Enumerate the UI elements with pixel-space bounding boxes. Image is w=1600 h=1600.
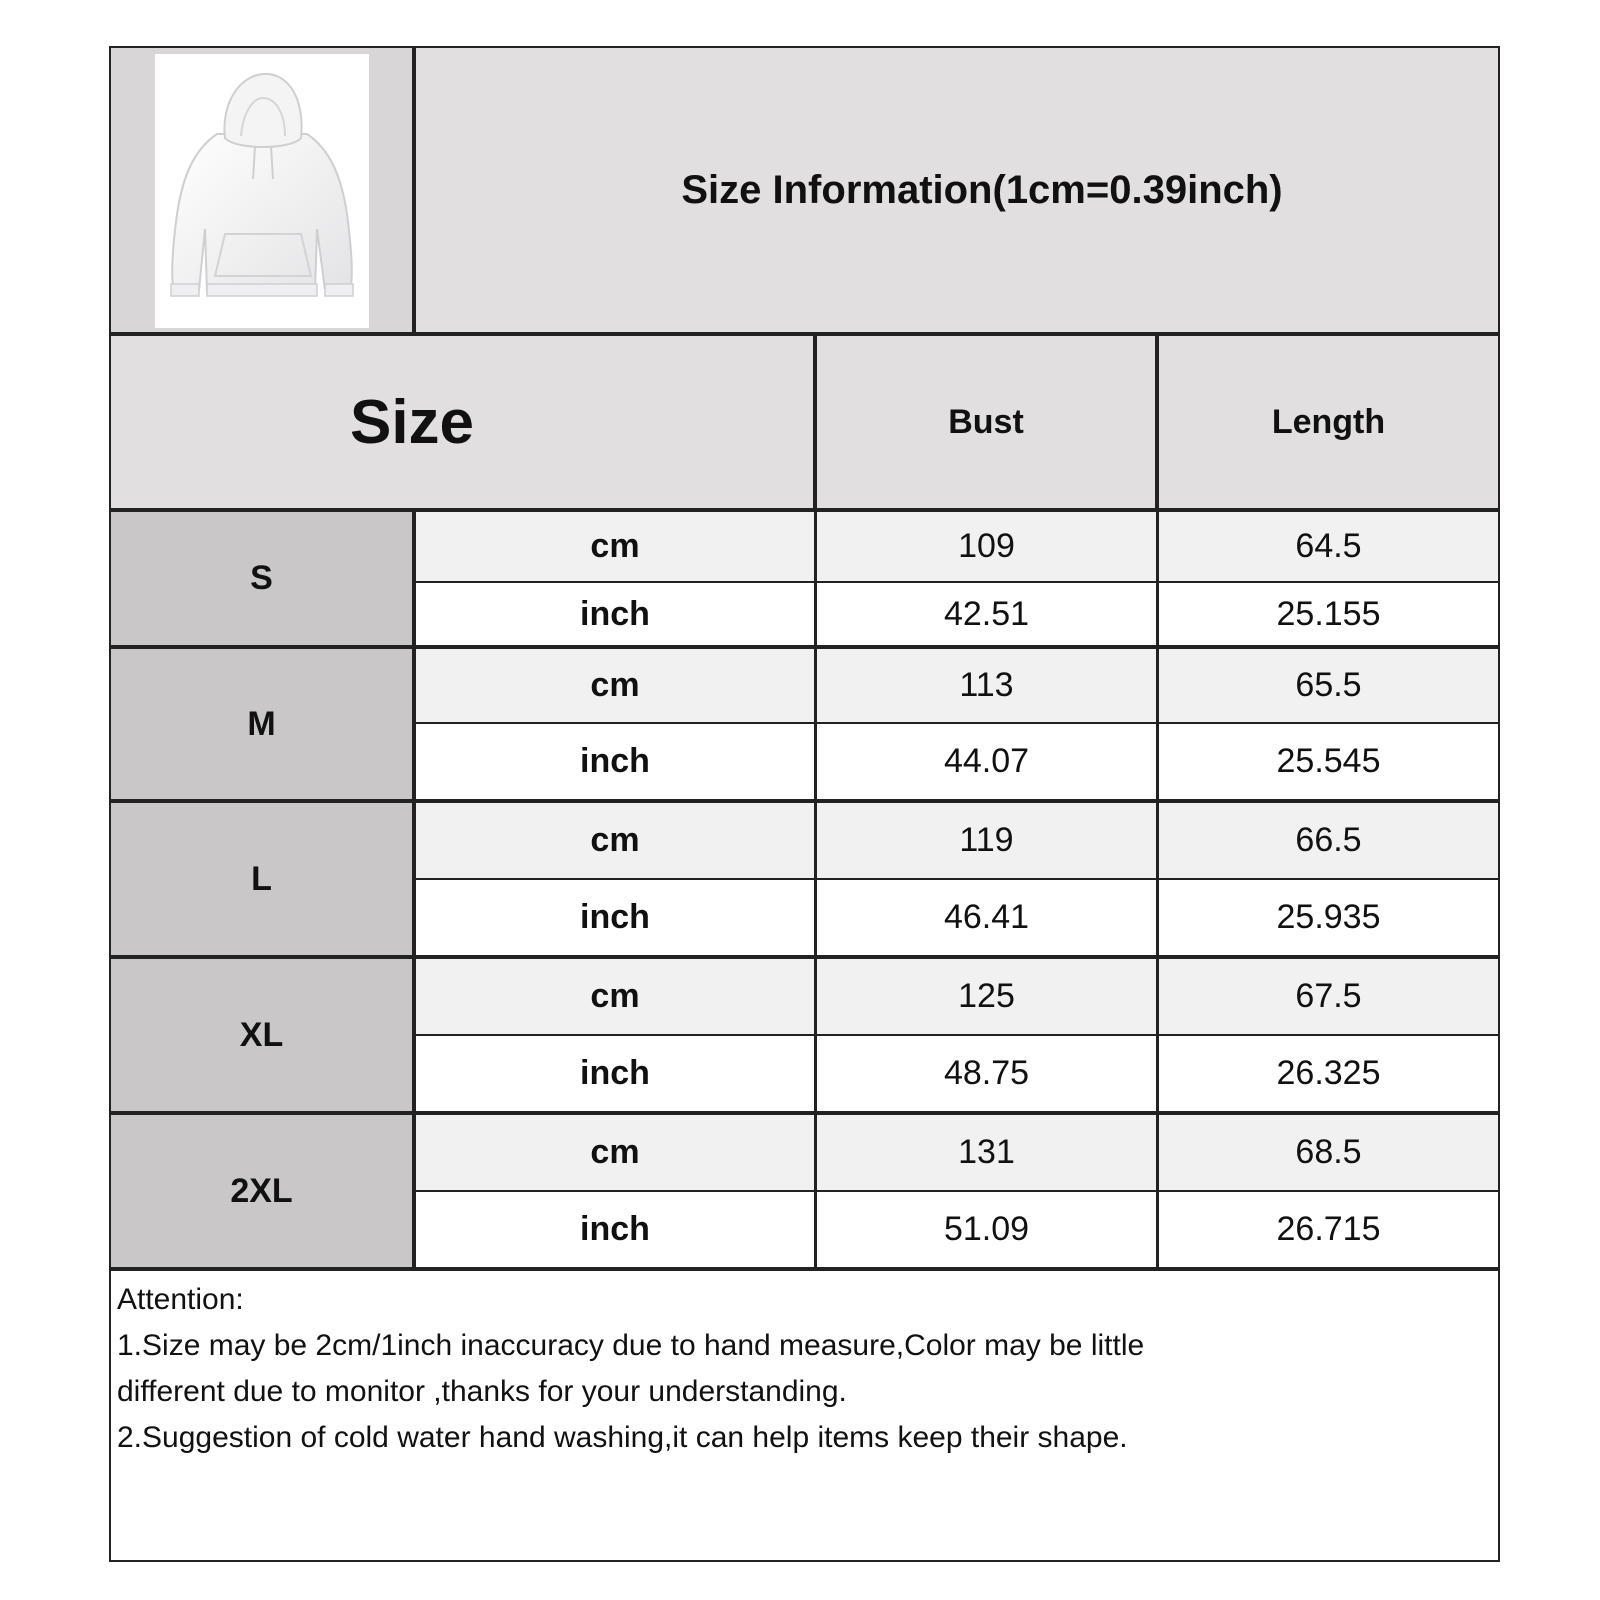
length-cell: 68.5 — [1295, 1133, 1362, 1171]
table-row — [416, 1192, 1498, 1271]
length-cell: 64.5 — [1295, 527, 1362, 565]
size-label-xl: XL — [111, 959, 416, 1115]
table-row — [416, 583, 1498, 649]
size-header-label: Size — [349, 387, 475, 457]
hoodie-image — [155, 54, 369, 328]
attention-notes — [111, 1271, 1498, 1594]
size-label-s: S — [111, 512, 416, 649]
notes-line-2: different due to monitor ,thanks for your understanding. — [117, 1375, 847, 1408]
table-row — [416, 959, 1498, 1036]
bust-cell: 113 — [817, 649, 1159, 722]
unit-cell: cm — [416, 1115, 817, 1190]
table-row — [416, 724, 1498, 803]
table-row — [416, 1036, 1498, 1115]
bust-cell: 42.51 — [817, 583, 1159, 645]
unit-cell: inch — [416, 1036, 817, 1111]
table-row — [416, 649, 1498, 724]
hoodie-icon — [155, 54, 369, 328]
unit-cell: inch — [416, 724, 817, 799]
length-cell: 66.5 — [1295, 821, 1362, 859]
bust-cell: 119 — [817, 803, 1159, 878]
unit-cell: cm — [416, 959, 817, 1034]
size-column-header — [111, 336, 817, 512]
bust-column-header: Bust — [817, 336, 1159, 512]
table-row — [416, 803, 1498, 880]
unit-cell: inch — [416, 583, 817, 645]
table-row — [416, 1115, 1498, 1192]
bust-cell: 44.07 — [817, 724, 1159, 799]
unit-cell: inch — [416, 1192, 817, 1267]
length-cell: 26.325 — [1276, 1054, 1381, 1092]
length-cell: 65.5 — [1295, 666, 1362, 704]
notes-line-3: 2.Suggestion of cold water hand washing,it can help items keep their shape. — [117, 1421, 1128, 1454]
length-cell: 25.155 — [1276, 594, 1381, 633]
notes-line-1: 1.Size may be 2cm/1inch inaccuracy due to hand measure,Color may be little — [117, 1329, 1145, 1362]
unit-cell: cm — [416, 512, 817, 581]
table-row — [416, 512, 1498, 583]
bust-cell: 109 — [817, 512, 1159, 581]
unit-cell: inch — [416, 880, 817, 955]
bust-cell: 125 — [817, 959, 1159, 1034]
size-label-2xl: 2XL — [111, 1115, 416, 1271]
length-cell: 26.715 — [1276, 1210, 1381, 1248]
table-row — [416, 880, 1498, 959]
product-image-cell — [111, 48, 416, 336]
bust-cell: 48.75 — [817, 1036, 1159, 1111]
length-column-header: Length — [1159, 336, 1498, 512]
size-chart — [109, 46, 1500, 1562]
size-label-l: L — [111, 803, 416, 959]
length-cell: 25.935 — [1276, 898, 1381, 936]
bust-cell: 131 — [817, 1115, 1159, 1190]
unit-cell: cm — [416, 803, 817, 878]
size-label-m: M — [111, 649, 416, 803]
unit-cell: cm — [416, 649, 817, 722]
length-cell: 25.545 — [1276, 742, 1381, 780]
notes-heading: Attention: — [117, 1283, 244, 1316]
length-cell: 67.5 — [1295, 977, 1362, 1015]
bust-cell: 51.09 — [817, 1192, 1159, 1267]
bust-cell: 46.41 — [817, 880, 1159, 955]
size-info-title: Size Information(1cm=0.39inch) — [416, 48, 1498, 336]
